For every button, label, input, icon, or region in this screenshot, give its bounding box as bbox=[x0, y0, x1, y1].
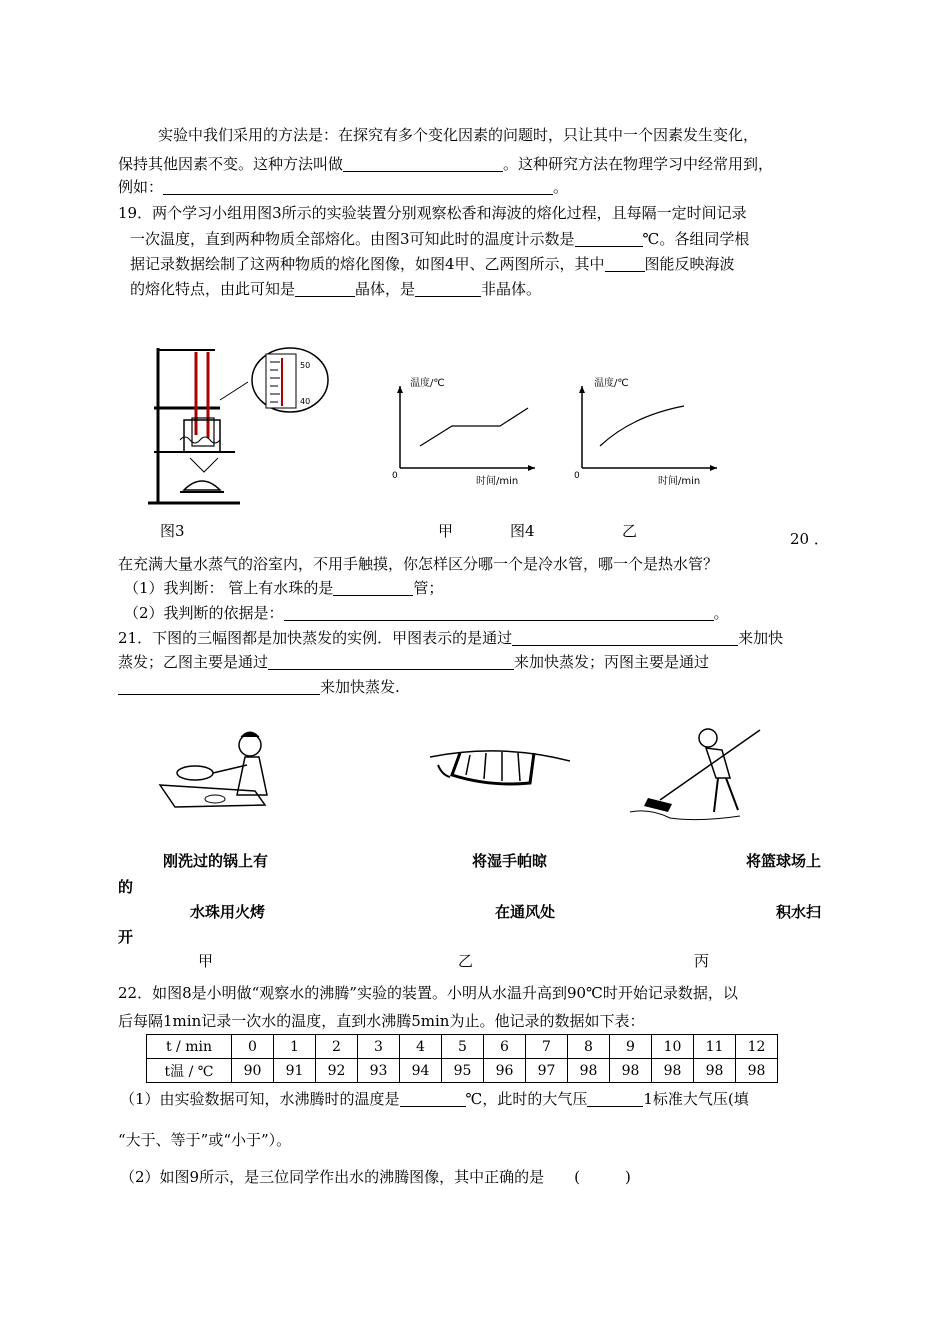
q20-number: 20 ． bbox=[790, 530, 829, 548]
q19-line-3: 据记录数据绘制了这两种物质的熔化图像，如图4甲、乙两图所示，其中 图能反映海波 bbox=[130, 255, 735, 273]
table-cell: 12 bbox=[736, 1035, 778, 1059]
figure-3-apparatus bbox=[140, 340, 370, 510]
figure-4-yi-label: 乙 bbox=[622, 522, 638, 540]
q20-part-1: （1）我判断： 管上有水珠的是 管； bbox=[124, 579, 444, 597]
caption-jia-line-1: 刚洗过的锅上有 bbox=[163, 852, 269, 870]
caption-yi-line-2: 在通风处 bbox=[495, 903, 556, 921]
illustration-jia-woman-drying-pot bbox=[155, 725, 290, 820]
table-cell: 96 bbox=[484, 1059, 526, 1083]
table-cell: 6 bbox=[484, 1035, 526, 1059]
q19-line-2: 一次温度，直到两种物质全部熔化。由图3可知此时的温度计示数是 ℃。各组同学根 bbox=[130, 230, 750, 248]
q20-line-1: 在充满大量水蒸气的浴室内，不用手触摸，你怎样区分哪一个是冷水管，哪一个是热水管？ bbox=[118, 555, 719, 573]
figure-4-graph-yi bbox=[572, 368, 732, 493]
table-cell: 97 bbox=[526, 1059, 568, 1083]
answer-blank[interactable] bbox=[575, 228, 643, 247]
answer-blank[interactable] bbox=[295, 278, 355, 297]
figure-4-jia-label: 甲 bbox=[438, 522, 454, 540]
table-cell: 1 bbox=[274, 1035, 316, 1059]
answer-blank[interactable] bbox=[512, 627, 738, 646]
caption-wrap-kai: 开 bbox=[118, 928, 134, 946]
thermometer-label-top: 50 bbox=[300, 361, 311, 370]
illustration-yi-handkerchief bbox=[430, 735, 570, 795]
answer-blank[interactable] bbox=[343, 153, 503, 172]
caption-yi-line-1: 将湿手帕晾 bbox=[472, 852, 548, 870]
origin-label: 0 bbox=[392, 471, 398, 481]
table-cell: 93 bbox=[358, 1059, 400, 1083]
caption-wrap-de: 的 bbox=[118, 878, 134, 896]
answer-blank[interactable] bbox=[587, 1088, 643, 1107]
answer-blank[interactable] bbox=[400, 1088, 466, 1107]
table-cell: 98 bbox=[694, 1059, 736, 1083]
table-cell: 94 bbox=[400, 1059, 442, 1083]
table-cell: 8 bbox=[568, 1035, 610, 1059]
q22-part-2: （2）如图9所示，是三位同学作出水的沸腾图像，其中正确的是 ( ) bbox=[120, 1168, 631, 1186]
table-cell: 5 bbox=[442, 1035, 484, 1059]
answer-blank[interactable] bbox=[415, 278, 481, 297]
table-cell: 4 bbox=[400, 1035, 442, 1059]
table-cell: 10 bbox=[652, 1035, 694, 1059]
illustration-bing-sweeping-water bbox=[620, 720, 770, 825]
label-bing: 丙 bbox=[694, 952, 710, 970]
q19-line-1: 19．两个学习小组用图3所示的实验装置分别观察松香和海波的熔化过程，且每隔一定时间记录 bbox=[118, 204, 747, 222]
q19-line-4: 的熔化特点，由此可知是 晶体，是 非晶体。 bbox=[130, 280, 542, 298]
table-row-temp bbox=[147, 1059, 778, 1083]
y-axis-label: 温度/℃ bbox=[594, 378, 629, 389]
table-cell: 98 bbox=[568, 1059, 610, 1083]
q21-line-1: 21．下图的三幅图都是加快蒸发的实例．甲图表示的是通过 来加快 bbox=[118, 629, 784, 647]
answer-blank[interactable] bbox=[333, 577, 413, 596]
origin-label: 0 bbox=[574, 471, 580, 481]
table-cell: 0 bbox=[232, 1035, 274, 1059]
caption-bing-line-2: 积水扫 bbox=[776, 903, 822, 921]
table-cell: 11 bbox=[694, 1035, 736, 1059]
intro-line-1: 实验中我们采用的方法是：在探究有多个变化因素的问题时，只让其中一个因素发生变化， bbox=[158, 126, 759, 144]
table-cell: 3 bbox=[358, 1035, 400, 1059]
label-jia: 甲 bbox=[198, 952, 214, 970]
table-cell: 9 bbox=[610, 1035, 652, 1059]
table-cell: 2 bbox=[316, 1035, 358, 1059]
intro-line-2: 保持其他因素不变。这种方法叫做 。这种研究方法在物理学习中经常用到， bbox=[118, 155, 774, 173]
caption-bing-line-1: 将篮球场上 bbox=[746, 852, 822, 870]
table-cell: 7 bbox=[526, 1035, 568, 1059]
y-axis-label: 温度/℃ bbox=[410, 378, 445, 389]
q22-part-1: （1）由实验数据可知，水沸腾时的温度是 ℃，此时的大气压 1标准大气压(填 bbox=[120, 1090, 749, 1108]
answer-blank[interactable] bbox=[268, 651, 514, 670]
figure-4-graph-jia bbox=[390, 368, 550, 493]
x-axis-label: 时间/min bbox=[658, 476, 701, 487]
label-yi: 乙 bbox=[458, 952, 474, 970]
table-cell: 92 bbox=[316, 1059, 358, 1083]
caption-jia-line-2: 水珠用火烤 bbox=[190, 903, 266, 921]
boiling-data-table bbox=[146, 1034, 778, 1083]
q22-line-2: 后每隔1min记录一次水的温度，直到水沸腾5min为止。他记录的数据如下表： bbox=[118, 1012, 645, 1030]
x-axis-label: 时间/min bbox=[476, 476, 519, 487]
answer-blank[interactable] bbox=[118, 676, 320, 695]
intro-line-3: 例如： 。 bbox=[118, 178, 569, 196]
table-header-time: t / min bbox=[147, 1035, 232, 1059]
table-header-temp: t温 / ℃ bbox=[147, 1059, 232, 1083]
table-cell: 98 bbox=[736, 1059, 778, 1083]
answer-blank[interactable] bbox=[284, 602, 714, 621]
table-cell: 95 bbox=[442, 1059, 484, 1083]
table-cell: 98 bbox=[652, 1059, 694, 1083]
answer-blank[interactable] bbox=[163, 176, 553, 195]
q22-line-1: 22．如图8是小明做“观察水的沸腾”实验的装置。小明从水温升高到90℃时开始记录数据，以 bbox=[118, 984, 738, 1002]
q21-line-3: 来加快蒸发. bbox=[118, 672, 838, 702]
figure-3-caption: 图3 bbox=[160, 522, 185, 540]
table-cell: 98 bbox=[610, 1059, 652, 1083]
table-cell: 91 bbox=[274, 1059, 316, 1083]
q20-part-2: （2）我判断的依据是： 。 bbox=[124, 604, 729, 622]
figure-4-caption: 图4 bbox=[510, 522, 535, 540]
q21-line-2: 蒸发；乙图主要是通过 来加快蒸发；丙图主要是通过 bbox=[118, 653, 710, 671]
answer-blank[interactable] bbox=[605, 253, 645, 272]
table-cell: 90 bbox=[232, 1059, 274, 1083]
thermometer-label-bottom: 40 bbox=[300, 397, 311, 406]
table-row-time bbox=[147, 1035, 778, 1059]
q22-part-1-cont: “大于、等于”或“小于”）。 bbox=[118, 1131, 292, 1149]
